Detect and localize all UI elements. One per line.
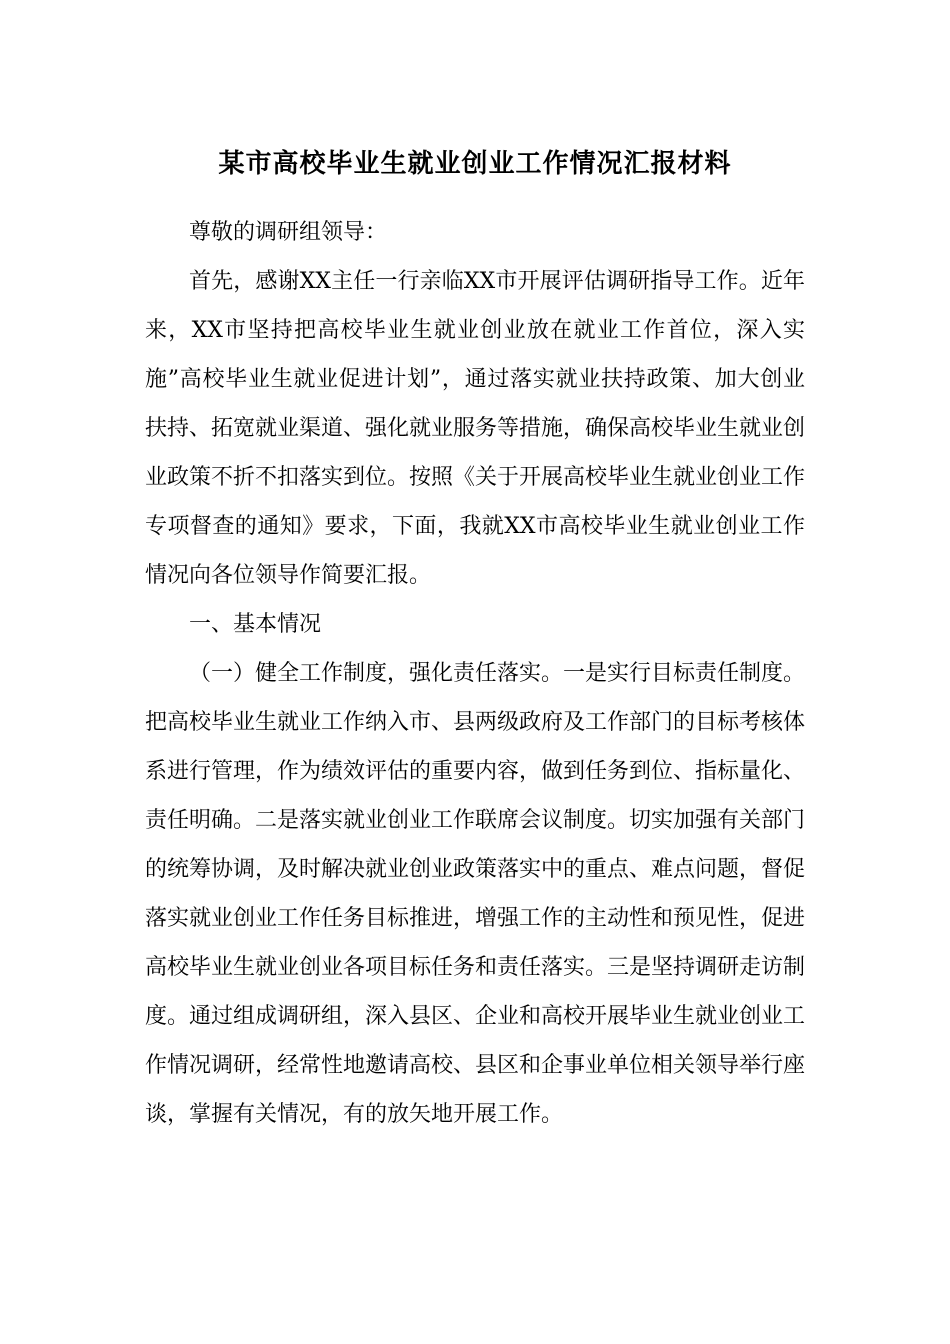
paragraph-intro: 首先，感谢XX主任一行亲临XX市开展评估调研指导工作。近年来，XX市坚持把高校毕业生就业创业放在就业工作首位，深入实施”高校毕业生就业促进计划”，通过落实就业扶持政策、加大创业扶持、拓宽就业渠道、强化就业服务等措施，确保高校毕业生就业创业政策不折不扣落实到位。按照《关于开展高校毕业生就业创业工作专项督查的通知》要求，下面，我就XX市高校毕业生就业创业工作情况向各位领导作简要汇报。: [145, 269, 806, 588]
salutation: 尊敬的调研组领导：: [189, 220, 388, 245]
document-body: [145, 208, 805, 1139]
document-title: 某市高校毕业生就业创业工作情况汇报材料: [218, 149, 732, 179]
section-heading: 一、基本情况: [189, 612, 322, 637]
paragraph-subsection-1: （一）健全工作制度，强化责任落实。一是实行目标责任制度。把高校毕业生就业工作纳入市、县两级政府及工作部门的目标考核体系进行管理，作为绩效评估的重要内容，做到任务到位、指标量化、责任明确。二是落实就业创业工作联席会议制度。切实加强有关部门的统筹协调，及时解决就业创业政策落实中的重点、难点问题，督促落实就业创业工作任务目标推进，增强工作的主动性和预见性，促进高校毕业生就业创业各项目标任务和责任落实。三是坚持调研走访制度。通过组成调研组，深入县区、企业和高校开展毕业生就业创业工作情况调研，经常性地邀请高校、县区和企事业单位相关领导举行座谈，掌握有关情况，有的放矢地开展工作。: [145, 661, 806, 1127]
